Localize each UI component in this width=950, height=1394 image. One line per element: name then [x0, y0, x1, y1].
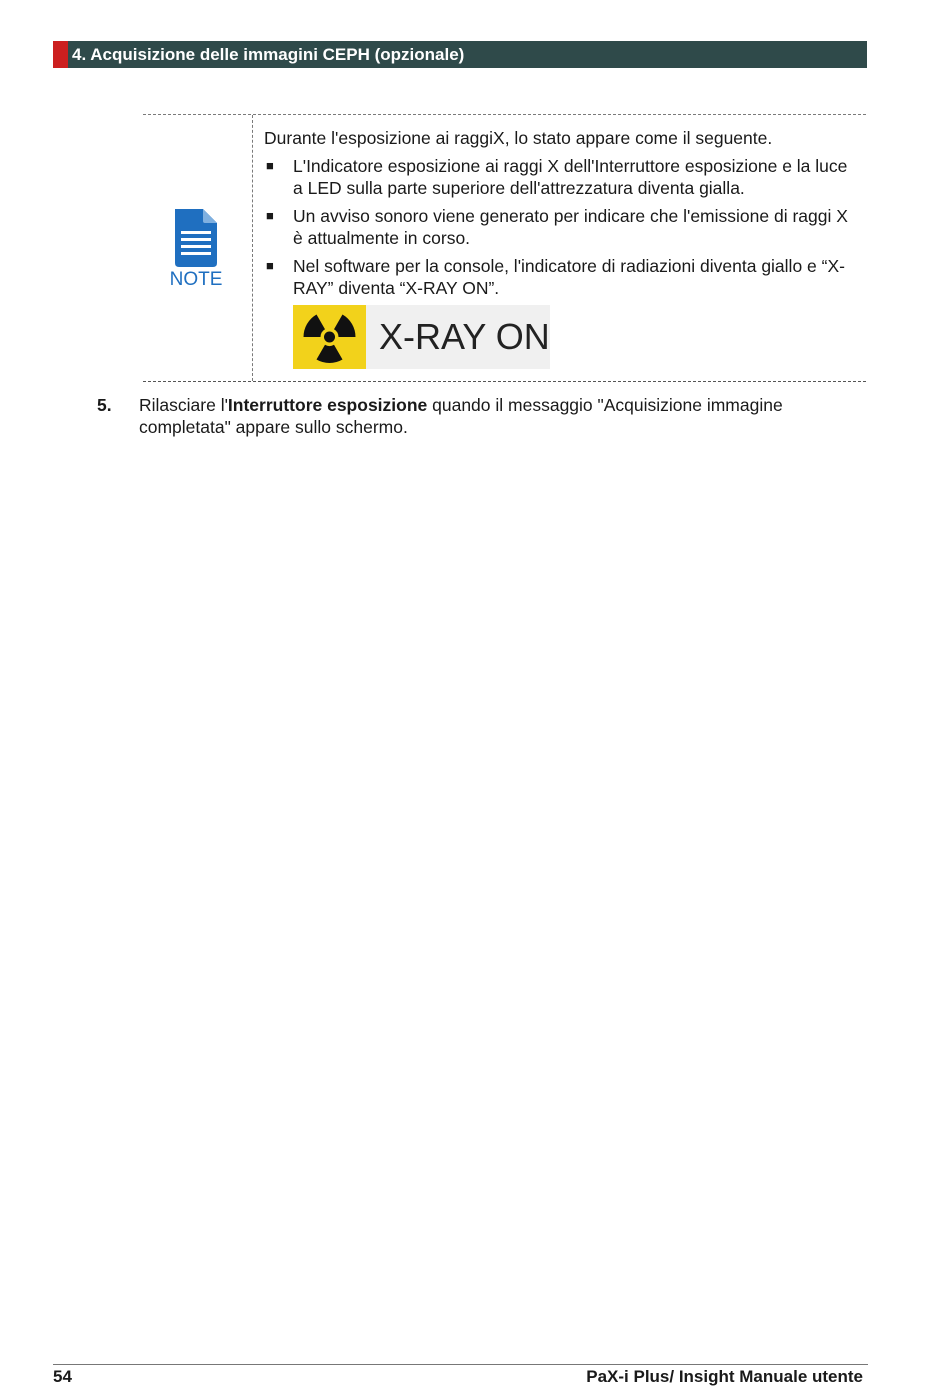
- step-text-bold: Interruttore esposizione: [227, 395, 428, 415]
- footer-doc-title: PaX-i Plus/ Insight Manuale utente: [586, 1367, 863, 1386]
- step-text-after: quando il messaggio "Acquisizione immagine completata" appare sullo schermo.: [139, 395, 783, 437]
- bullet-text: L'Indicatore esposizione ai raggi X dell'Interruttore esposizione e la luce a LED sulla parte superiore dell'attrezzatura diventa gialla.: [293, 156, 848, 198]
- xray-on-text: X-RAY ON: [379, 316, 550, 357]
- list-item: [264, 205, 860, 249]
- footer-divider: [53, 1364, 868, 1365]
- note-divider: [252, 115, 253, 381]
- bullet-text: Nel software per la console, l'indicatore di radiazioni diventa giallo e “X-RAY” diventa “X-RAY ON”.: [293, 256, 845, 298]
- bullet-text: Un avviso sonoro viene generato per indicare che l'emissione di raggi X è attualmente in corso.: [293, 206, 848, 248]
- step-text: [139, 394, 859, 438]
- bullet-icon: ■: [266, 258, 274, 273]
- section-title: 4. Acquisizione delle immagini CEPH (opzionale): [72, 45, 465, 64]
- xray-on-indicator: [293, 305, 550, 369]
- note-intro: Durante l'esposizione ai raggiX, lo stato appare come il seguente.: [264, 128, 773, 148]
- page-number: 54: [53, 1367, 72, 1386]
- step-number: 5.: [97, 395, 112, 415]
- note-document-icon: [167, 207, 225, 269]
- note-bullet-list: [264, 155, 860, 299]
- radiation-icon: [293, 305, 366, 369]
- section-header: [53, 41, 867, 68]
- note-icon: [167, 207, 225, 293]
- list-item: [264, 155, 860, 199]
- header-accent: [53, 41, 68, 68]
- note-label: NOTE: [169, 269, 223, 290]
- note-content: [264, 127, 860, 305]
- bullet-icon: ■: [266, 158, 274, 173]
- bullet-icon: ■: [266, 208, 274, 223]
- list-item: [264, 255, 860, 299]
- step-text-before: Rilasciare l': [139, 395, 228, 415]
- note-box: [143, 114, 866, 382]
